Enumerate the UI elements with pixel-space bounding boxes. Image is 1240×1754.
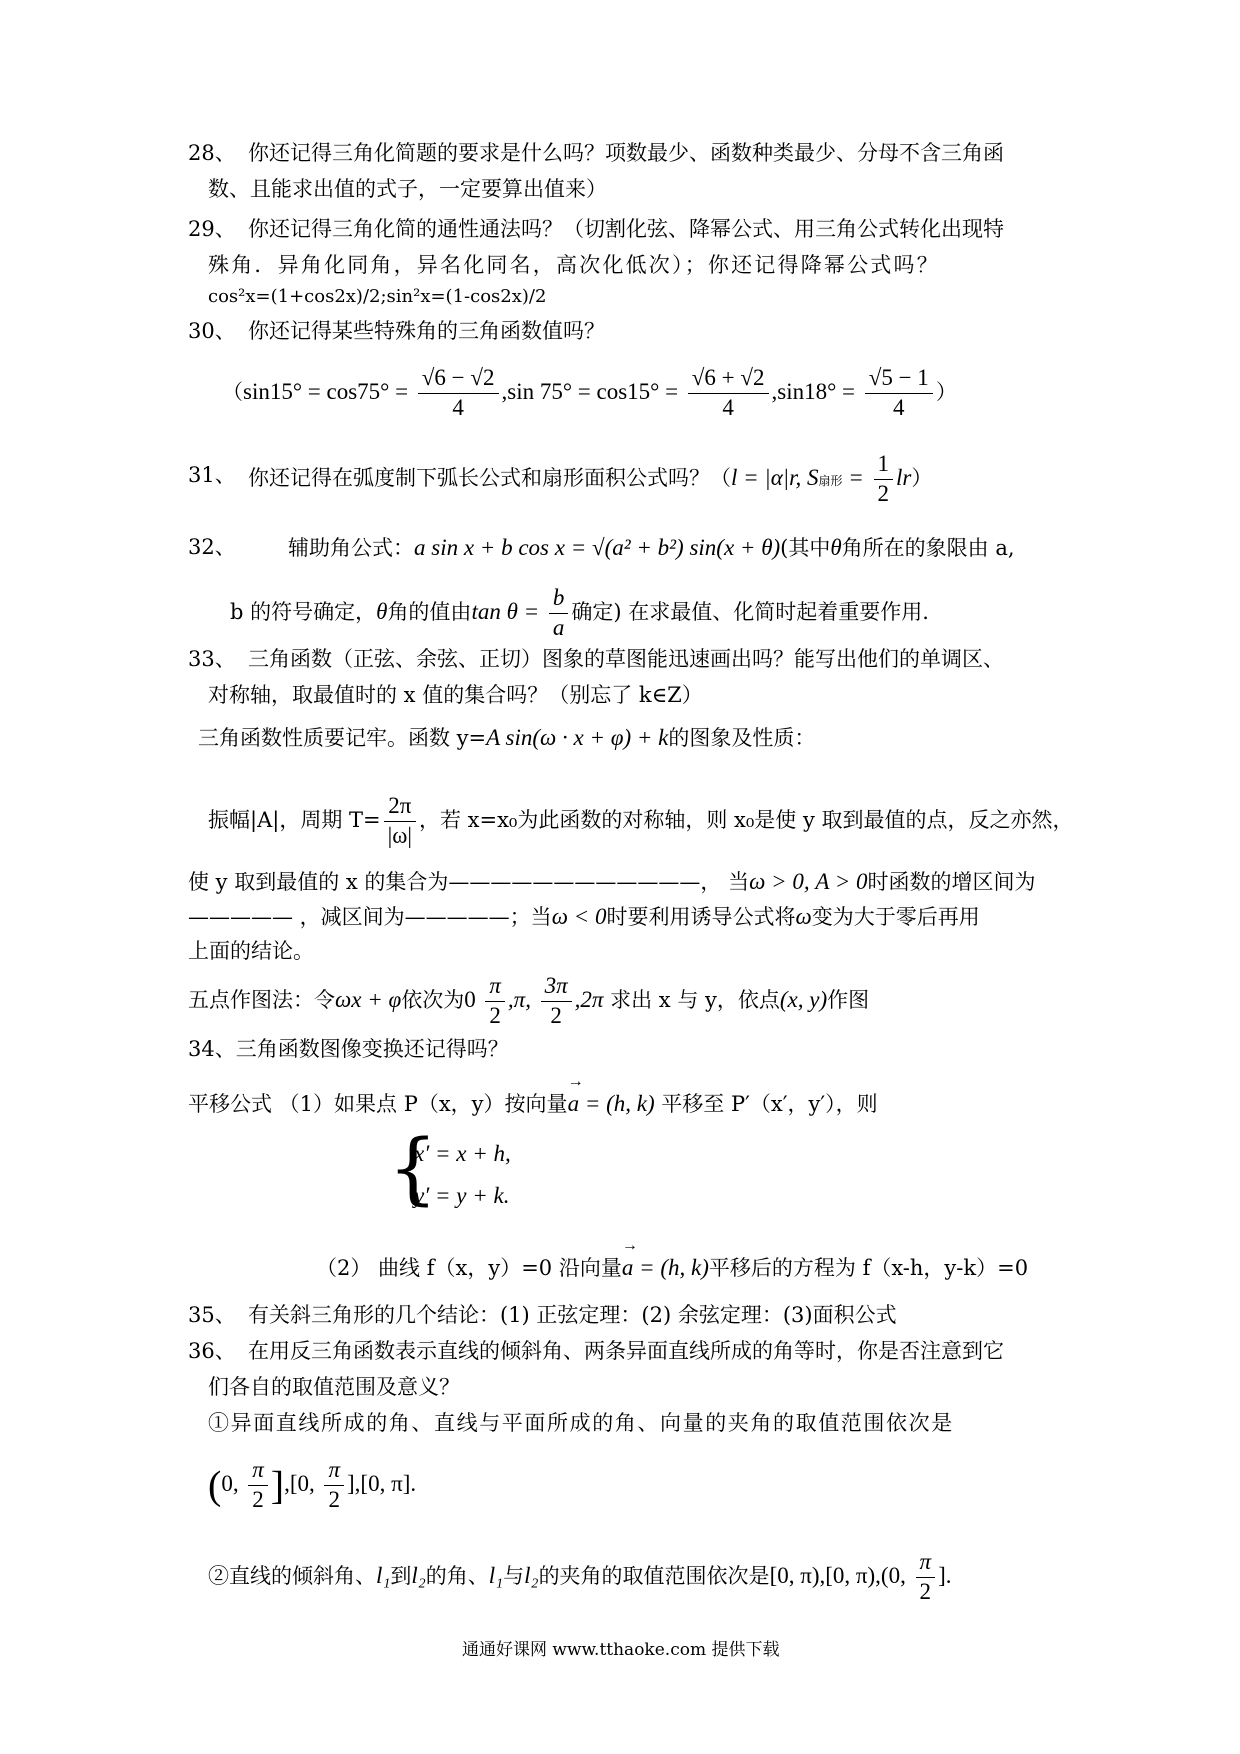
item-28-number: 28、 [188, 141, 236, 165]
item-34-heading: 34、三角函数图像变换还记得吗？ [188, 1037, 509, 1061]
conclusion-line: 上面的结论。 [188, 939, 314, 963]
item-36-circle-1: ①异面直线所成的角、直线与平面所成的角、向量的夹角的取值范围依次是 [208, 1411, 954, 1435]
item-36-line2: 们各自的取值范围及意义？ [208, 1375, 460, 1399]
item-30-number: 30、 [188, 319, 236, 343]
system-brace: { [388, 1124, 438, 1214]
translation-formula-1: 平移公式 （1）如果点 P（x，y）按向量→ a = (h, k) 平移至 P′（x′，y′），则 [188, 1090, 878, 1119]
extreme-set-line: 使 y 取到最值的 x 的集合为————————————， 当ω > 0, A > 0时函数的增区间为 [188, 869, 1036, 894]
item-32-number: 32、 [188, 535, 236, 559]
item-36-circle-2: ②直线的倾斜角、l₁到l₂的角、l₁与l₂的夹角的取值范围依次是[0, π),[0, π),(0, $\frac{\pi}{2}$ ]. [208, 1549, 952, 1604]
system-row-2: y′ = y + k. [414, 1183, 510, 1208]
item-36-number: 36、 [188, 1339, 236, 1363]
item-35-text: 有关斜三角形的几个结论：(1) 正弦定理：(2) 余弦定理：(3)面积公式 [248, 1303, 897, 1327]
item-30-line1: 你还记得某些特殊角的三角函数值吗？ [248, 319, 605, 343]
special-values-formula: （sin15° = cos75° = $\frac{√6 - √2}{4}$ ,sin 75° = cos15° = $\frac{√6 + √2}{4}$ ,sin18° = $\frac{√5 - 1}{4}$ ） [222, 365, 957, 420]
item-29-number: 29、 [188, 217, 236, 241]
item-29-line1: 你还记得三角化简的通性通法吗？（切割化弦、降幂公式、用三角公式转化出现特 [248, 217, 1004, 241]
item-33-line2: 对称轴，取最值时的 x 值的集合吗？（别忘了 k∈Z） [208, 683, 703, 707]
item-33-number: 33、 [188, 647, 236, 671]
item-32-line2: b 的符号确定，θ角的值由tan θ = $\frac{b}{a}$ 确定) 在求最值、化简时起着重要作用. [230, 585, 929, 640]
page-footer: 通通好课网 www.tthaoke.com 提供下载 [462, 1640, 780, 1660]
translation-formula-2: （2） 曲线 f（x，y）=0 沿向量→ a = (h, k)平移后的方程为 f（x-h，y-k）=0 [316, 1254, 1028, 1283]
decrease-interval-line: ————— ，减区间为—————；当ω < 0时要利用诱导公式将ω变为大于零后再用 [188, 904, 980, 929]
five-point-method: 五点作图法：令ωx + φ依次为0 $\frac{\pi}{2}$ ,π, $\frac{3\pi}{2}$ ,2π 求出 x 与 y，依点(x, y)作图 [188, 973, 870, 1028]
item-28-line2: 数、且能求出值的式子，一定要算出值来） [208, 177, 607, 201]
item-29-line3: cos²x=(1+cos2x)/2;sin²x=(1-cos2x)/2 [208, 286, 547, 307]
item-32-line1: 辅助角公式：a sin x + b cos x = √(a² + b²) sin(x + θ)(其中θ角所在的象限由 a, [288, 535, 1015, 560]
item-31-text: 你还记得在弧度制下弧长公式和扇形面积公式吗？（l = |α|r, S扇形 = $\frac{1}{2}$ lr） [248, 451, 933, 506]
item-36-line1: 在用反三角函数表示直线的倾斜角、两条异面直线所成的角等时，你是否注意到它 [248, 1339, 1004, 1363]
system-row-1: x′ = x + h, [414, 1141, 511, 1166]
item-31-number: 31、 [188, 463, 236, 487]
item-28-line1: 你还记得三角化简题的要求是什么吗？项数最少、函数种类最少、分母不含三角函 [248, 141, 1004, 165]
item-36-range-1: (0, $\frac{\pi}{2}$ ],[0, $\frac{\pi}{2}$ ],[0, π]. [208, 1457, 417, 1512]
item-29-line2: 殊角．异角化同角，异名化同名，高次化低次）；你还记得降幂公式吗？ [208, 253, 940, 277]
item-33-line1: 三角函数（正弦、余弦、正切）图象的草图能迅速画出吗？能写出他们的单调区、 [248, 647, 1004, 671]
amplitude-period-line: 振幅|A|，周期 T= $\frac{2\pi}{|\omega|}$ ，若 x=x₀为此函数的对称轴，则 x₀是使 y 取到最值的点，反之亦然， [208, 793, 1074, 848]
trig-properties-intro: 三角函数性质要记牢。函数 y=A sin(ω · x + φ) + k的图象及性质： [198, 725, 816, 750]
item-35-number: 35、 [188, 1303, 236, 1327]
